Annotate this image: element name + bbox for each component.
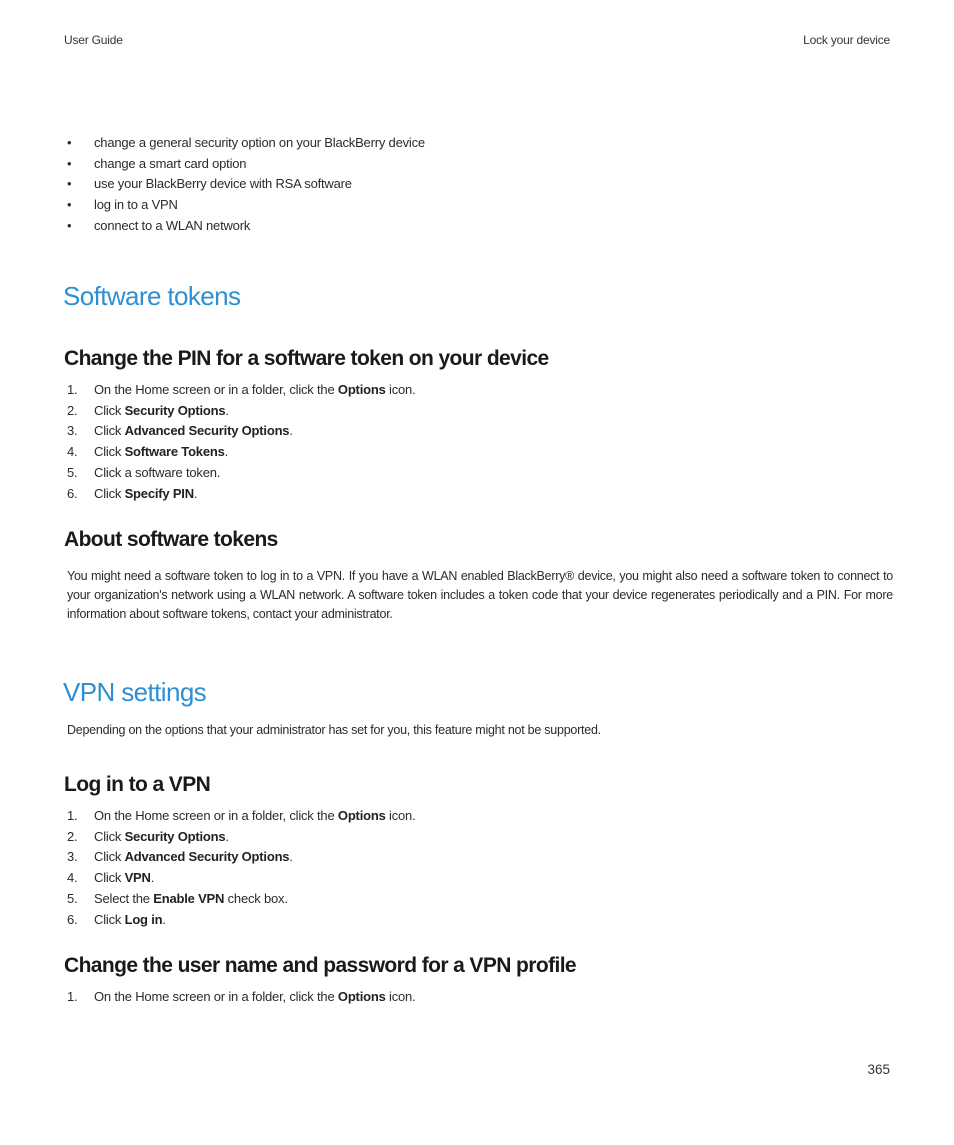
steps-change-vpn-credentials: [64, 987, 416, 1008]
list-item: • use your BlackBerry device with RSA software: [64, 174, 425, 195]
step-item: 3. Click Advanced Security Options.: [67, 849, 293, 865]
step-item: 5. Click a software token.: [67, 464, 221, 480]
step-item: 6. Click Log in.: [67, 911, 166, 927]
step-item: 4. Click Software Tokens.: [67, 444, 229, 460]
step-item: 5. Select the Enable VPN check box.: [67, 890, 288, 906]
step-item: 4. Click VPN.: [67, 870, 155, 886]
section-title-vpn-settings: VPN settings: [63, 677, 207, 707]
running-header-right: Lock your device: [803, 33, 890, 47]
step-item: 6. Click Specify PIN.: [67, 485, 198, 501]
heading-change-pin: Change the PIN for a software token on your device: [64, 347, 549, 370]
heading-about-software-tokens: About software tokens: [64, 528, 278, 551]
step-item: 3. Click Advanced Security Options.: [67, 423, 293, 439]
heading-change-vpn-credentials: Change the user name and password for a VPN profile: [64, 954, 577, 977]
vpn-support-note: Depending on the options that your administrator has set for you, this feature might not be supported.: [67, 723, 601, 737]
steps-log-in-vpn: [64, 806, 416, 930]
heading-log-in-vpn: Log in to a VPN: [64, 773, 211, 796]
step-item: 1. On the Home screen or in a folder, click the Options icon.: [67, 989, 416, 1004]
running-header-left: User Guide: [64, 33, 123, 47]
list-item: • change a smart card option: [64, 154, 425, 175]
list-item: • log in to a VPN: [64, 195, 425, 216]
steps-change-pin: [64, 380, 416, 504]
list-item: • change a general security option on your BlackBerry device: [64, 133, 425, 154]
step-item: 2. Click Security Options.: [67, 402, 229, 418]
step-item: 1. On the Home screen or in a folder, click the Options icon.: [67, 808, 416, 823]
page-number: 365: [867, 1062, 890, 1077]
list-item: • connect to a WLAN network: [64, 216, 425, 237]
step-item: 2. Click Security Options.: [67, 828, 229, 844]
about-software-tokens-text: You might need a software token to log in to a VPN. If you have a WLAN enabled BlackBerry® device, you might also need a software token to connect to your organization's network using a WLAN network. A software token includes a token code that your device regenerates periodically and a PIN. For more information about software tokens, contact your administrator.: [67, 569, 893, 621]
section-title-software-tokens: Software tokens: [63, 281, 241, 311]
intro-bullet-list: [64, 133, 425, 237]
step-item: 1. On the Home screen or in a folder, click the Options icon.: [67, 382, 416, 397]
